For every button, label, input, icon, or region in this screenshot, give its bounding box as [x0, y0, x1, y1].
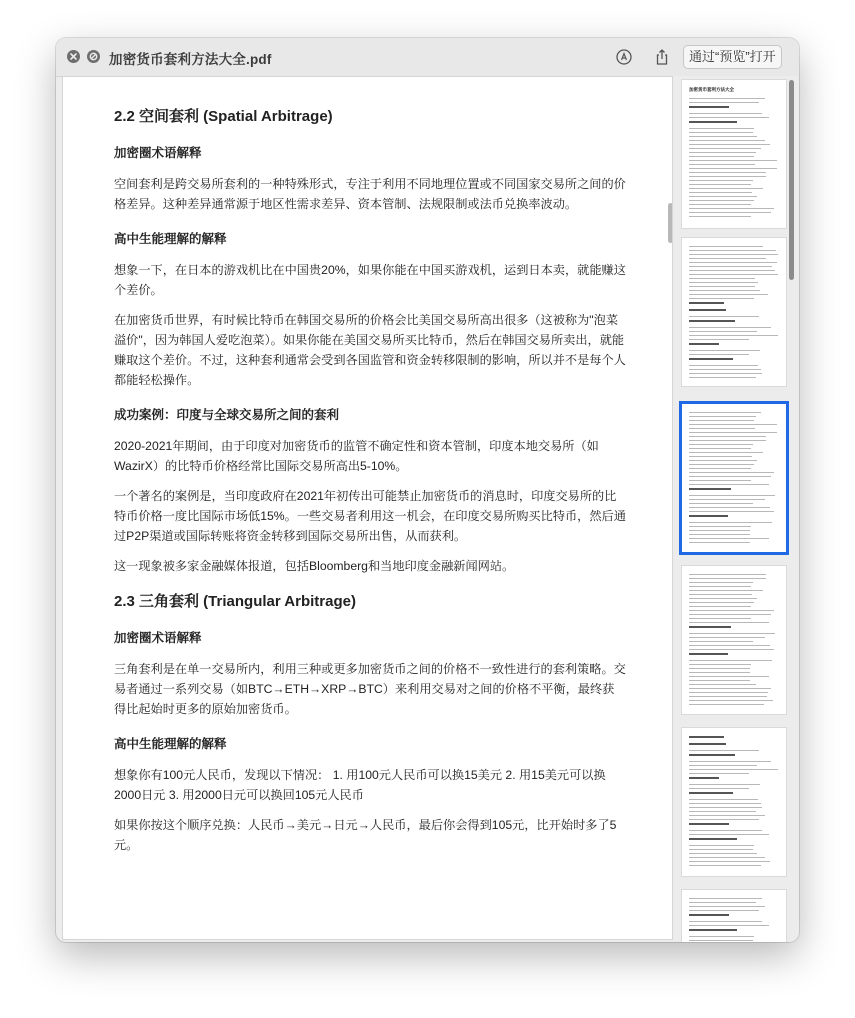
thumbnail-text-line — [689, 582, 753, 583]
thumbnail-text-line — [689, 428, 755, 429]
thumbnail-text-line — [689, 484, 769, 485]
thumbnail-sidebar — [673, 76, 799, 942]
thumbnail-text-line — [689, 503, 753, 504]
thumbnail-text-line — [689, 921, 762, 922]
thumbnail-text-line — [689, 865, 761, 866]
thumbnail-text-line — [689, 914, 729, 916]
thumbnail-text-line — [689, 499, 765, 500]
window-title: 加密货币套利方法大全.pdf — [109, 52, 272, 67]
thumbnail-text-line — [689, 132, 753, 133]
thumbnail-text-line — [689, 339, 749, 340]
thumbnail-text-line — [689, 664, 751, 665]
thumbnail-text-line — [689, 266, 772, 267]
thumbnail-text-line — [689, 424, 777, 425]
document-page[interactable] — [62, 76, 673, 940]
thumbnail-text-line — [689, 320, 735, 322]
open-with-preview-button[interactable]: 通过“预览”打开 — [683, 45, 782, 69]
thumbnail-text-line — [689, 743, 726, 745]
thumbnail-text-line — [689, 649, 774, 650]
thumbnail-text-line — [689, 335, 778, 336]
thumbnail-text-line — [689, 902, 756, 903]
paragraph: 如果你按这个顺序兑换：人民币→美元→日元→人民币，最后你会得到105元，比开始时多了5元。 — [114, 818, 617, 852]
share-icon[interactable] — [652, 47, 672, 67]
thumbnail-text-line — [689, 212, 771, 213]
thumbnail-text-line — [689, 761, 771, 762]
thumbnail-text-line — [689, 144, 770, 145]
thumbnail-text-line — [689, 282, 758, 283]
thumbnail-text-line — [689, 148, 761, 149]
thumbnail-text-line — [689, 377, 756, 378]
thumbnail-text-line — [689, 331, 757, 332]
page-thumbnail-4[interactable] — [682, 566, 786, 714]
thumbnail-text-line — [689, 208, 774, 209]
thumbnail-text-line — [689, 819, 759, 820]
thumbnail-text-line — [689, 645, 770, 646]
thumbnail-text-line — [689, 316, 759, 317]
thumbnail-text-line — [689, 204, 751, 205]
thumbnail-text-line — [689, 480, 751, 481]
thumbnail-text-line — [689, 369, 761, 370]
thumbnail-text-line — [689, 610, 774, 611]
thumbnail-text-line — [689, 416, 756, 417]
thumbnail-text-line — [689, 444, 753, 445]
thumbnail-text-line — [689, 594, 752, 595]
thumbnail-text-line — [689, 192, 752, 193]
thumbnail-text-line — [689, 472, 774, 473]
thumbnail-text-line — [689, 102, 759, 103]
thumbnail-text-line — [689, 309, 726, 311]
thumbnail-text-line — [689, 432, 777, 433]
thumbnail-text-line — [689, 845, 754, 846]
thumbnail-text-line — [689, 590, 763, 591]
thumbnail-text-line — [689, 302, 724, 304]
thumbnail-text-line — [689, 121, 737, 123]
thumbnail-text-line — [689, 815, 765, 816]
subheading-case: 成功案例：印度与全球交易所之间的套利 — [114, 408, 340, 422]
thumbnail-text-line — [689, 910, 759, 911]
thumbnail-text-line — [689, 200, 754, 201]
subheading-simple: 高中生能理解的解释 — [114, 737, 227, 751]
thumbnail-text-line — [689, 250, 776, 251]
page-thumbnail-2[interactable] — [682, 238, 786, 386]
thumbnail-text-line — [689, 668, 750, 669]
thumbnail-text-line — [689, 196, 757, 197]
thumbnail-text-line — [689, 618, 751, 619]
thumbnail-text-line — [689, 188, 763, 189]
thumbnail-text-line — [689, 270, 775, 271]
thumbnail-text-line — [689, 898, 762, 899]
thumbnail-text-line — [689, 754, 735, 756]
markup-icon[interactable] — [614, 47, 634, 67]
thumbnail-text-line — [689, 700, 773, 701]
title-bar — [56, 38, 799, 77]
thumbnail-text-line — [689, 180, 753, 181]
page-thumbnail-1[interactable] — [682, 80, 786, 228]
thumbnail-text-line — [689, 373, 762, 374]
quicklook-window — [56, 38, 799, 942]
page-thumbnail-3[interactable] — [682, 404, 786, 552]
thumbnail-text-line — [689, 152, 756, 153]
thumbnail-text-line — [689, 216, 751, 217]
thumbnail-text-line — [689, 515, 728, 517]
thumbnail-text-line — [689, 936, 754, 937]
paragraph: 一个著名的案例是，当印度政府在2021年初传出可能禁止加密货币的消息时，印度交易所的比特币价格一度比国际市场低15%。一些交易者利用这一机会，在印度交易所购买比特币，然后通过P2P渠道或国际转账将资金转移到国际交易所出售，从而获利。 — [114, 489, 626, 543]
thumbnail-text-line — [689, 849, 753, 850]
paragraph: 这一现象被多家金融媒体报道，包括Bloomberg和当地印度金融新闻网站。 — [114, 559, 515, 573]
thumbnail-text-line — [689, 365, 758, 366]
thumbnail-text-line — [689, 258, 766, 259]
thumbnail-text-line — [689, 440, 766, 441]
thumbnail-text-line — [689, 511, 774, 512]
thumbnail-text-line — [689, 246, 763, 247]
thumbnail-text-line — [689, 750, 759, 751]
subheading-simple: 高中生能理解的解释 — [114, 232, 227, 246]
paragraph: 空间套利是跨交易所套利的一种特殊形式，专注于利用不同地理位置或不同国家交易所之间的价格差异。这种差异通常源于地区性需求差异、资本管制、法规限制或法币兑换率波动。 — [114, 177, 626, 211]
thumbnail-text-line — [689, 830, 762, 831]
thumbnail-text-line — [689, 286, 755, 287]
thumbnail-text-line — [689, 602, 754, 603]
thumbnail-text-line — [689, 676, 769, 677]
thumbnail-text-line — [689, 298, 754, 299]
thumbnail-text-line — [689, 777, 719, 779]
thumbnail-text-line — [689, 940, 753, 941]
thumbnail-text-line — [689, 534, 750, 535]
thumbnail-text-line — [689, 906, 765, 907]
thumbnail-text-line — [689, 823, 729, 825]
thumbnail-text-line — [689, 468, 751, 469]
thumbnail-text-line — [689, 136, 757, 137]
thumbnail-text-line — [689, 106, 729, 108]
thumbnail-text-line — [689, 156, 754, 157]
thumbnail-text-line — [689, 688, 771, 689]
thumbnail-text-line — [689, 574, 766, 575]
thumbnail-text-line — [689, 929, 737, 931]
thumbnail-text-line — [689, 507, 770, 508]
thumbnail-text-line — [689, 262, 777, 263]
thumbnail-text-line — [689, 925, 769, 926]
thumbnail-text-line — [689, 811, 756, 812]
thumbnail-text-line — [689, 420, 754, 421]
thumbnail-text-line — [689, 488, 731, 490]
thumbnail-text-line — [689, 696, 767, 697]
thumbnail-text-line — [689, 436, 766, 437]
thumbnail-text-line — [689, 803, 761, 804]
thumbnail-text-line — [689, 542, 750, 543]
thumbnail-text-line — [689, 456, 752, 457]
thumbnail-text-line — [689, 641, 753, 642]
page-content — [114, 107, 626, 865]
thumbnail-text-line — [689, 672, 750, 673]
thumbnail-text-line — [689, 660, 772, 661]
thumbnail-text-line — [689, 773, 749, 774]
sidebar-scrollbar[interactable] — [789, 80, 794, 280]
thumbnail-text-line — [689, 784, 760, 785]
thumbnail-text-line — [689, 113, 762, 114]
paragraph: 在加密货币世界，有时候比特币在韩国交易所的价格会比美国交易所高出很多（这被称为"泡菜溢价"，因为韩国人爱吃泡菜）。如果你能在美国交易所买比特币，然后在韩国交易所卖出，就能赚取这个差价。不过，这种套利通常会受到各国监管和资金转移限制的影响，所以并不是每个人都能轻松操作。 — [114, 313, 626, 387]
thumbnail-text-line — [689, 164, 755, 165]
thumbnail-title: 加密货币套利方法大全 — [689, 87, 734, 92]
thumbnail-text-line — [689, 117, 769, 118]
paragraph: 想象一下，在日本的游戏机比在中国贵20%，如果你能在中国买游戏机，运到日本卖，就能赚这个差价。 — [114, 263, 626, 297]
thumbnail-text-line — [689, 606, 751, 607]
thumbnail-text-line — [689, 343, 719, 345]
thumbnail-text-line — [689, 452, 763, 453]
close-icon[interactable] — [67, 50, 80, 63]
subheading-jargon: 加密圈术语解释 — [114, 146, 202, 160]
thumbnail-text-line — [689, 168, 777, 169]
thumbnail-text-line — [689, 350, 760, 351]
thumbnail-text-line — [689, 254, 778, 255]
paragraph: 2020-2021年期间，由于印度对加密货币的监管不确定性和资本管制，印度本地交易所（如WazirX）的比特币价格经常比国际交易所高出5-10%。 — [114, 439, 599, 473]
thumbnail-text-line — [689, 692, 768, 693]
thumbnail-text-line — [689, 412, 761, 413]
thumbnail-text-line — [689, 184, 751, 185]
thumbnail-text-line — [689, 633, 775, 634]
thumbnail-text-line — [689, 172, 766, 173]
thumbnail-text-line — [689, 294, 768, 295]
thumbnail-text-line — [689, 704, 764, 705]
thumbnail-text-line — [689, 464, 754, 465]
thumbnail-text-line — [689, 626, 731, 628]
thumbnail-text-line — [689, 495, 775, 496]
section-heading-spatial: 2.2 空间套利 (Spatial Arbitrage) — [114, 108, 333, 125]
thumbnail-text-line — [689, 522, 772, 523]
subheading-jargon: 加密圈术语解释 — [114, 631, 202, 645]
thumbnail-text-line — [689, 578, 766, 579]
thumbnail-text-line — [689, 358, 733, 360]
minimize-icon[interactable] — [87, 50, 100, 63]
thumbnail-text-line — [689, 160, 777, 161]
thumbnail-text-line — [689, 680, 750, 681]
thumbnail-text-line — [689, 653, 728, 655]
thumbnail-text-line — [689, 622, 769, 623]
paragraph: 想象你有100元人民币，发现以下情况： 1. 用100元人民币可以换15美元 2. 用15美元可以换2000日元 3. 用2000日元可以换回105元人民币 — [114, 768, 606, 802]
thumbnail-text-line — [689, 807, 762, 808]
thumbnail-text-line — [689, 530, 750, 531]
thumbnail-text-line — [689, 290, 760, 291]
thumbnail-text-line — [689, 614, 771, 615]
thumbnail-text-line — [689, 526, 751, 527]
thumbnail-text-line — [689, 278, 755, 279]
thumbnail-text-line — [689, 838, 737, 840]
thumbnail-text-line — [689, 460, 757, 461]
section-heading-triangular: 2.3 三角套利 (Triangular Arbitrage) — [114, 593, 356, 610]
thumbnail-text-line — [689, 476, 771, 477]
paragraph: 三角套利是在单一交易所内，利用三种或更多加密货币之间的价格不一致性进行的套利策略。交易者通过一系列交易（如BTC→ETH→XRP→BTC）来利用交易对之间的价格不平衡，最终获得比起始时更多的原始加密货币。 — [114, 662, 626, 716]
thumbnail-text-line — [689, 538, 769, 539]
thumbnail-text-line — [689, 140, 765, 141]
page-thumbnail-6[interactable] — [682, 890, 786, 942]
thumbnail-text-line — [689, 586, 751, 587]
thumbnail-text-line — [689, 637, 765, 638]
thumbnail-text-line — [689, 736, 724, 738]
thumbnail-text-line — [689, 354, 749, 355]
thumbnail-text-line — [689, 834, 769, 835]
thumbnail-text-line — [689, 769, 778, 770]
thumbnail-text-line — [689, 274, 778, 275]
thumbnail-text-line — [689, 98, 765, 99]
thumbnail-text-line — [689, 684, 756, 685]
thumbnail-text-line — [689, 861, 770, 862]
thumbnail-text-line — [689, 765, 757, 766]
thumbnail-text-line — [689, 176, 766, 177]
thumbnail-text-line — [689, 799, 758, 800]
thumbnail-text-line — [689, 448, 751, 449]
thumbnail-text-line — [689, 857, 765, 858]
thumbnail-text-line — [689, 128, 754, 129]
thumbnail-text-line — [689, 792, 733, 794]
thumbnail-text-line — [689, 788, 749, 789]
thumbnail-text-line — [689, 598, 757, 599]
page-thumbnail-5[interactable] — [682, 728, 786, 876]
thumbnail-text-line — [689, 327, 771, 328]
thumbnail-text-line — [689, 853, 757, 854]
